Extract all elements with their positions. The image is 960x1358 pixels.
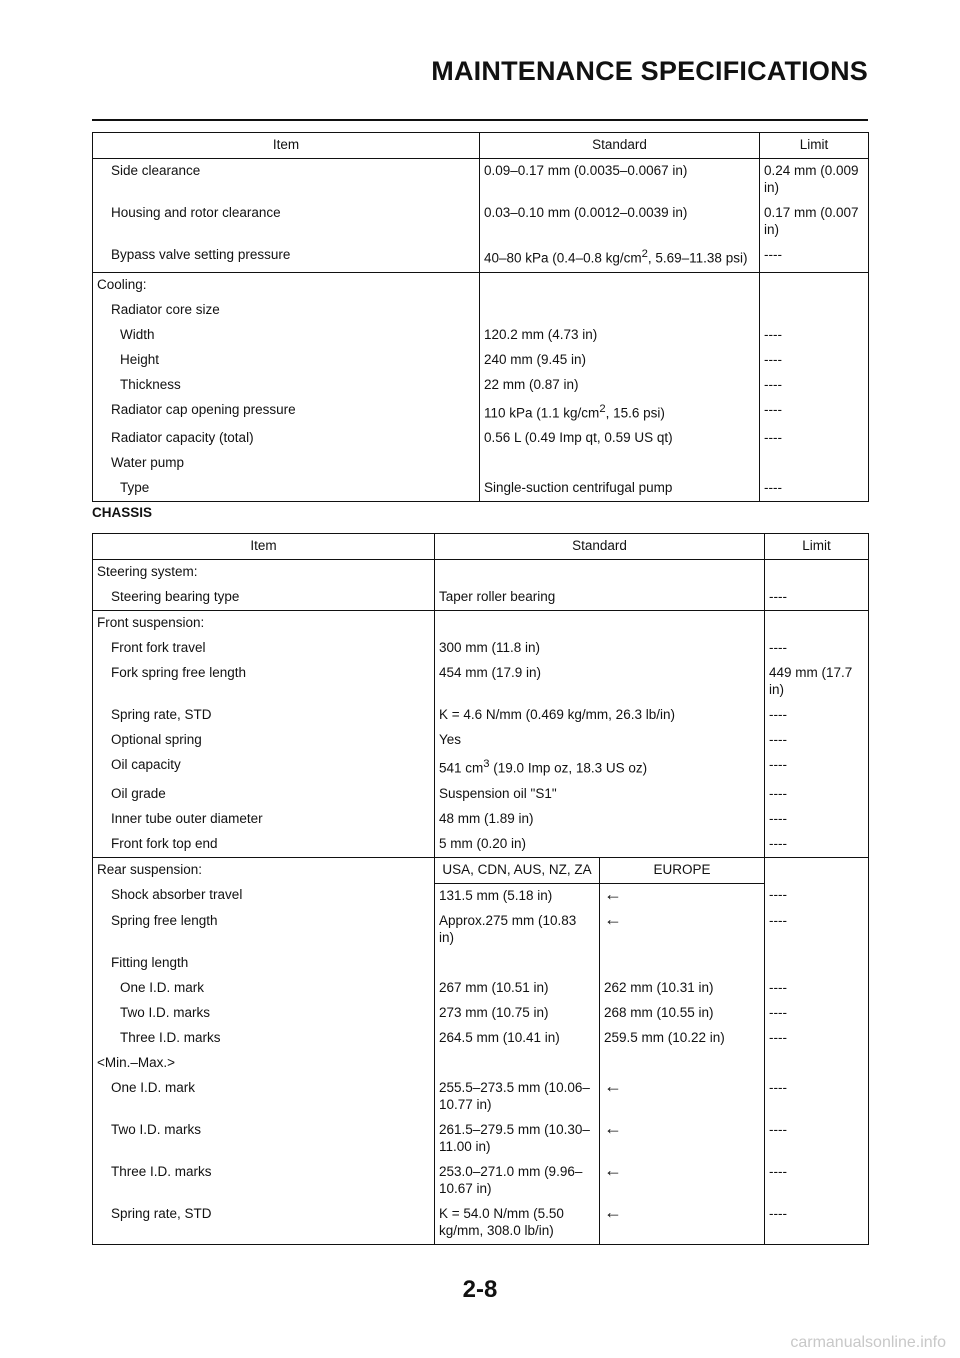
table-row [93,426,869,451]
table-row [93,753,869,782]
title-rule [92,119,868,121]
item-cell: Fitting length [93,951,435,976]
table-row [93,883,869,909]
group-heading: Steering system: [93,560,435,586]
item-cell: Thickness [93,373,480,398]
limit-cell: ---- [760,426,869,451]
table-row [93,159,869,202]
limit-cell: ---- [765,703,869,728]
same-as-left-arrow-icon: ← [600,1118,765,1160]
group-heading: Cooling: [93,272,480,298]
column-header-item: Item [93,534,435,560]
standard-cell: Suspension oil "S1" [435,782,765,807]
item-cell: Oil capacity [93,753,435,782]
limit-cell: ---- [765,636,869,661]
limit-cell: ---- [765,1001,869,1026]
table-row [93,951,869,976]
limit-cell: ---- [760,373,869,398]
table-row [93,1026,869,1051]
table-row [93,728,869,753]
item-cell: One I.D. mark [93,976,435,1001]
standard-cell-usa: 273 mm (10.75 in) [435,1001,600,1026]
item-cell: Inner tube outer diameter [93,807,435,832]
standard-cell: 0.09–0.17 mm (0.0035–0.0067 in) [480,159,760,202]
item-cell: Width [93,323,480,348]
limit-cell: ---- [765,782,869,807]
item-cell: One I.D. mark [93,1076,435,1118]
table-row [93,832,869,858]
item-cell: Housing and rotor clearance [93,201,480,243]
watermark: carmanualsonline.info [790,1334,946,1351]
item-cell: Steering bearing type [93,585,435,611]
page-title: MAINTENANCE SPECIFICATIONS [431,56,868,86]
item-cell: Front fork travel [93,636,435,661]
standard-cell: 40–80 kPa (0.4–0.8 $kg/cm^2$, 5.69–11.38 psi) [480,243,760,272]
standard-cell-europe: 268 mm (10.55 in) [600,1001,765,1026]
table-row [93,976,869,1001]
item-cell: Bypass valve setting pressure [93,243,480,272]
column-header-limit: Limit [765,534,869,560]
sub-header-usa: USA, CDN, AUS, NZ, ZA [435,857,600,883]
sub-header-europe: EUROPE [600,857,765,883]
item-cell: Optional spring [93,728,435,753]
table-row [93,1160,869,1202]
column-header-standard: Standard [480,133,760,159]
standard-cell-usa: 264.5 mm (10.41 in) [435,1026,600,1051]
item-cell: Three I.D. marks [93,1026,435,1051]
standard-cell: 300 mm (11.8 in) [435,636,765,661]
item-cell: Water pump [93,451,480,476]
table-row [93,661,869,703]
limit-cell: ---- [760,243,869,272]
column-header-item: Item [93,133,480,159]
standard-cell: Single-suction centrifugal pump [480,476,760,502]
table-row [93,398,869,427]
table-row [93,560,869,586]
limit-cell: ---- [765,1026,869,1051]
standard-cell: 48 mm (1.89 in) [435,807,765,832]
standard-cell: K = 4.6 N/mm (0.469 kg/mm, 26.3 lb/in) [435,703,765,728]
limit-cell: ---- [765,976,869,1001]
table-row [93,298,869,323]
standard-cell: 22 mm (0.87 in) [480,373,760,398]
standard-cell: 0.56 L (0.49 Imp qt, 0.59 US qt) [480,426,760,451]
table-row [93,585,869,611]
limit-cell: 0.17 mm (0.007 in) [760,201,869,243]
item-cell: Radiator core size [93,298,480,323]
item-cell: Two I.D. marks [93,1001,435,1026]
item-cell: Three I.D. marks [93,1160,435,1202]
standard-cell: 454 mm (17.9 in) [435,661,765,703]
item-cell: Two I.D. marks [93,1118,435,1160]
table-row [93,1001,869,1026]
limit-cell: ---- [760,348,869,373]
limit-cell: 0.24 mm (0.009 in) [760,159,869,202]
table-row [93,1118,869,1160]
group-heading: Rear suspension: [93,857,435,883]
limit-cell: ---- [760,398,869,427]
table-row [93,782,869,807]
item-cell: <Min.–Max.> [93,1051,435,1076]
table-row [93,857,869,883]
column-header-limit: Limit [760,133,869,159]
standard-cell: 120.2 mm (4.73 in) [480,323,760,348]
standard-cell-usa: Approx.275 mm (10.83 in) [435,909,600,951]
item-cell: Shock absorber travel [93,883,435,909]
item-cell: Oil grade [93,782,435,807]
table-row [93,1051,869,1076]
limit-cell: ---- [765,883,869,909]
table-row [93,272,869,298]
standard-cell: Yes [435,728,765,753]
item-cell: Spring free length [93,909,435,951]
table-row [93,201,869,243]
limit-cell: ---- [765,807,869,832]
standard-cell-usa: K = 54.0 N/mm (5.50 kg/mm, 308.0 lb/in) [435,1202,600,1245]
standard-cell: 541 $cm^3$ (19.0 Imp oz, 18.3 US oz) [435,753,765,782]
same-as-left-arrow-icon: ← [600,909,765,951]
limit-cell: ---- [765,728,869,753]
item-cell: Height [93,348,480,373]
limit-cell: ---- [765,832,869,858]
table-row [93,1202,869,1245]
table-row [93,373,869,398]
item-cell: Radiator capacity (total) [93,426,480,451]
column-header-standard: Standard [435,534,765,560]
limit-cell: ---- [765,1076,869,1118]
standard-cell: 240 mm (9.45 in) [480,348,760,373]
item-cell: Front fork top end [93,832,435,858]
same-as-left-arrow-icon: ← [600,1076,765,1118]
standard-cell-usa: 261.5–279.5 mm (10.30–11.00 in) [435,1118,600,1160]
table-row [93,323,869,348]
standard-cell: 5 mm (0.20 in) [435,832,765,858]
item-cell: Spring rate, STD [93,703,435,728]
limit-cell: 449 mm (17.7 in) [765,661,869,703]
standard-cell-europe: 259.5 mm (10.22 in) [600,1026,765,1051]
same-as-left-arrow-icon: ← [600,1160,765,1202]
limit-cell: ---- [765,1118,869,1160]
standard-cell-usa: 267 mm (10.51 in) [435,976,600,1001]
limit-cell: ---- [765,1202,869,1245]
standard-cell-usa: 131.5 mm (5.18 in) [435,883,600,909]
engine-spec-table [92,132,869,502]
table-row [93,703,869,728]
standard-cell: Taper roller bearing [435,585,765,611]
limit-cell: ---- [765,909,869,951]
page-number: 2-8 [462,1276,498,1303]
standard-cell: 110 kPa (1.1 $kg/cm^2$, 15.6 psi) [480,398,760,427]
group-heading: Front suspension: [93,611,435,637]
limit-cell: ---- [760,323,869,348]
limit-cell: ---- [765,1160,869,1202]
item-cell: Spring rate, STD [93,1202,435,1245]
limit-cell: ---- [760,476,869,502]
table-row [93,476,869,502]
same-as-left-arrow-icon: ← [600,883,765,909]
standard-cell-usa: 253.0–271.0 mm (9.96–10.67 in) [435,1160,600,1202]
table-row [93,909,869,951]
table-row [93,611,869,637]
table-row [93,807,869,832]
item-cell: Side clearance [93,159,480,202]
standard-cell: 0.03–0.10 mm (0.0012–0.0039 in) [480,201,760,243]
limit-cell: ---- [765,585,869,611]
table-row [93,636,869,661]
item-cell: Radiator cap opening pressure [93,398,480,427]
item-cell: Type [93,476,480,502]
table-row [93,243,869,272]
limit-cell: ---- [765,753,869,782]
table-row [93,1076,869,1118]
same-as-left-arrow-icon: ← [600,1202,765,1245]
chassis-spec-table [92,533,869,1245]
table-row [93,348,869,373]
standard-cell-europe: 262 mm (10.31 in) [600,976,765,1001]
table-row [93,451,869,476]
item-cell: Fork spring free length [93,661,435,703]
standard-cell-usa: 255.5–273.5 mm (10.06–10.77 in) [435,1076,600,1118]
section-heading-chassis: CHASSIS [92,505,153,520]
